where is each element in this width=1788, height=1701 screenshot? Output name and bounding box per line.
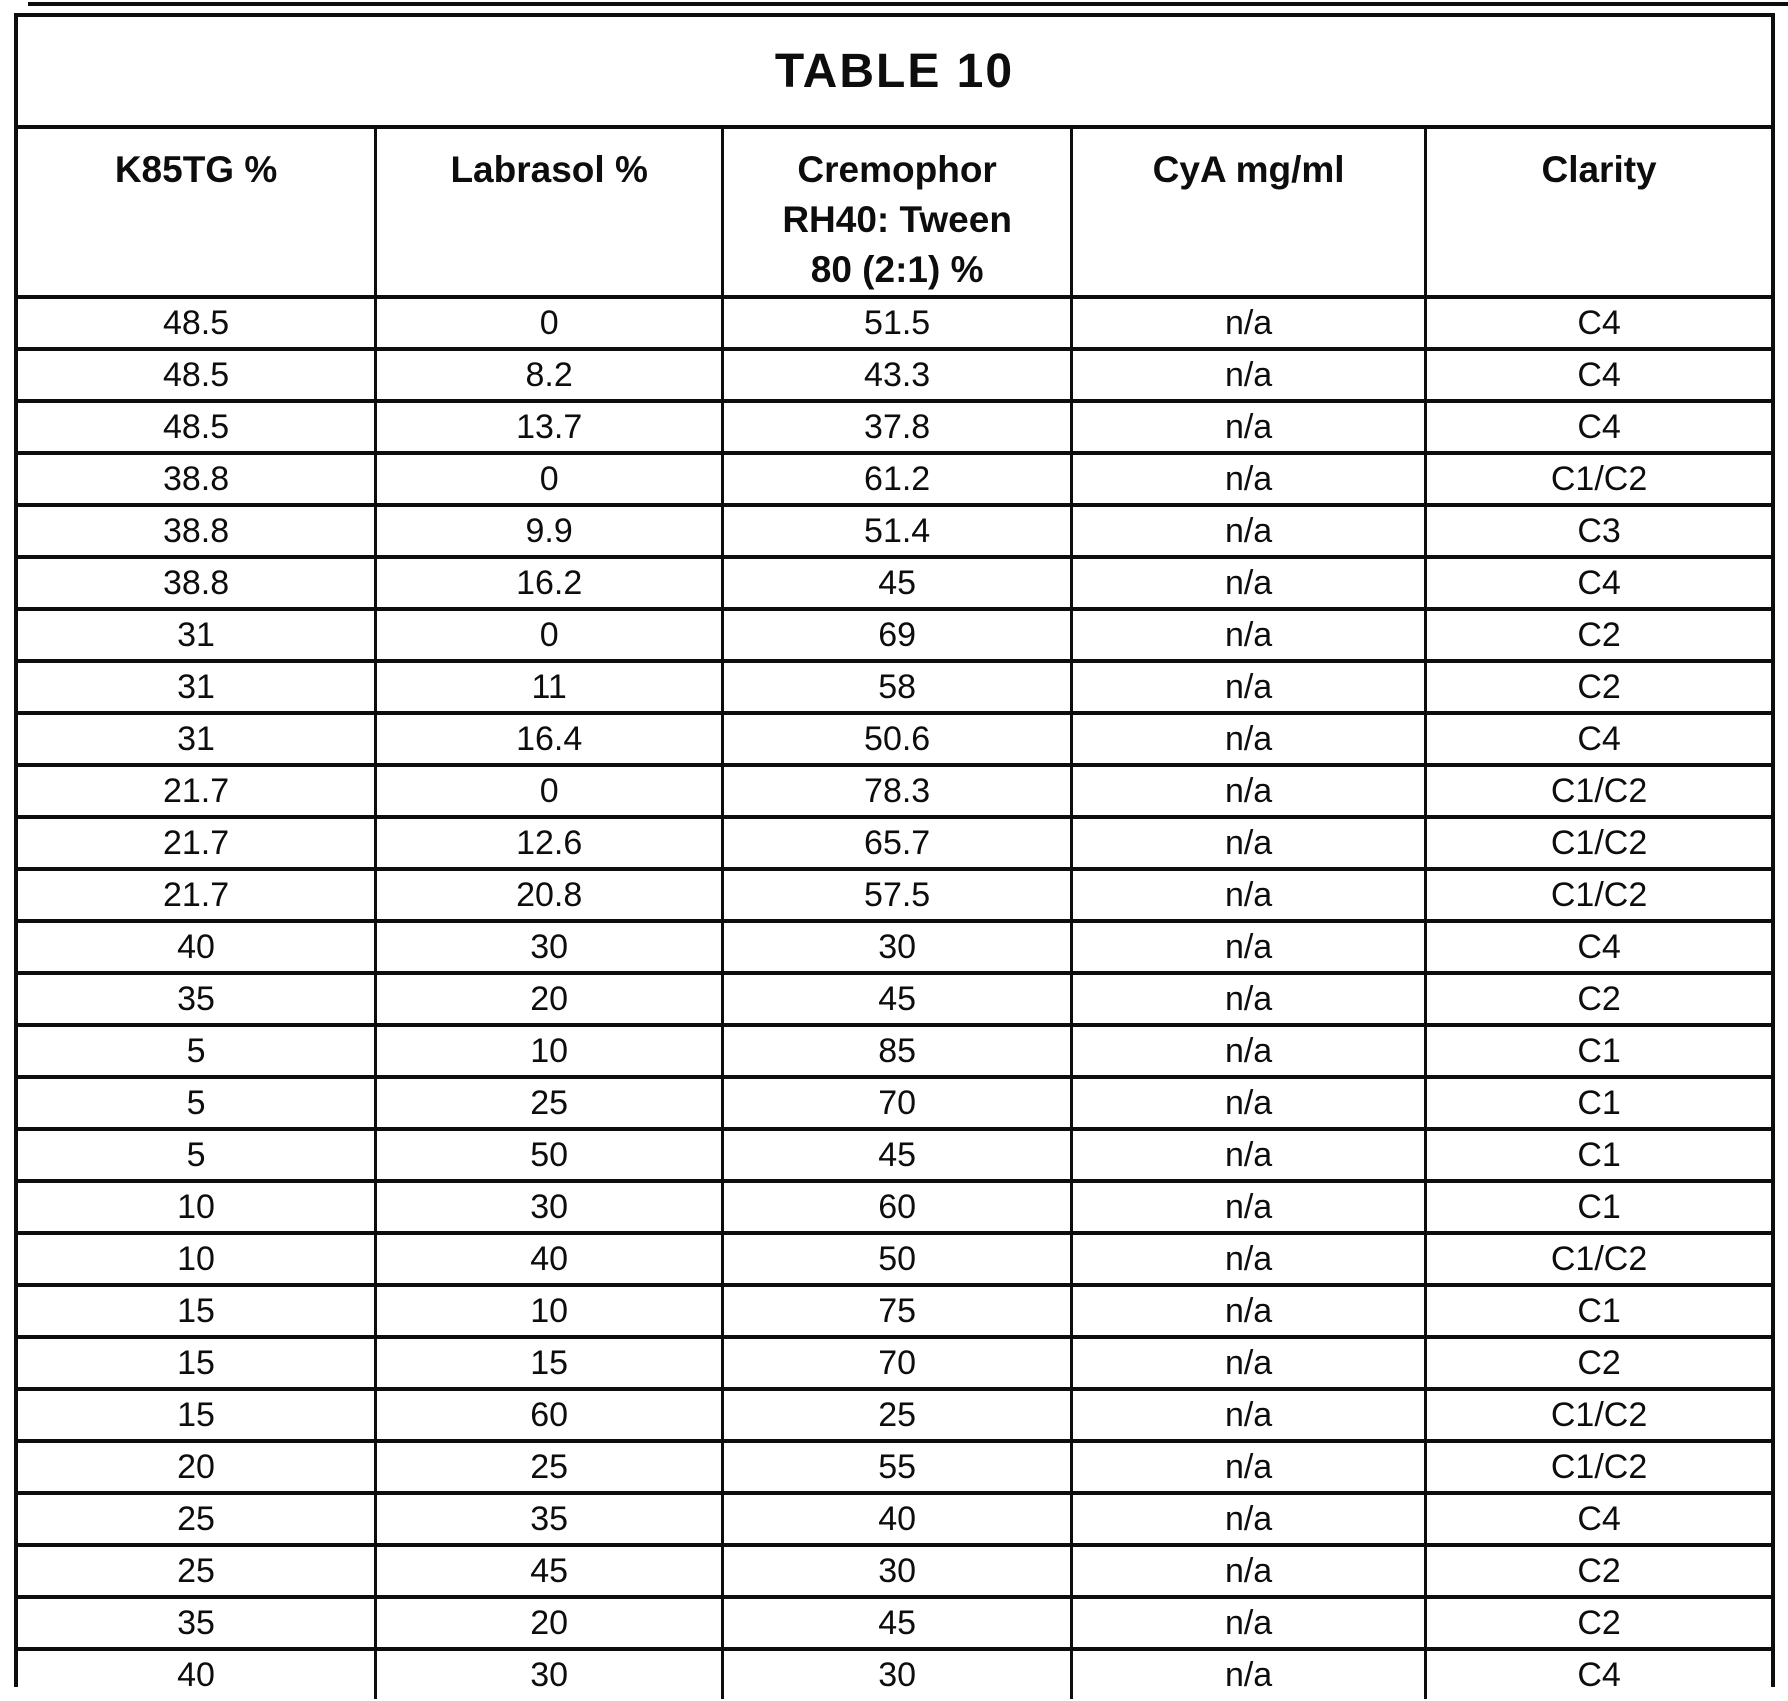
table-cell: n/a: [1072, 921, 1426, 973]
scan-artifact-line: [28, 2, 1788, 6]
table-cell: 40: [376, 1233, 723, 1285]
table-cell: 61.2: [723, 453, 1072, 505]
table-title: TABLE 10: [18, 17, 1771, 129]
table-cell: C4: [1426, 401, 1771, 453]
table-cell: n/a: [1072, 1337, 1426, 1389]
table-cell: 50: [376, 1129, 723, 1181]
table-cell: 0: [376, 765, 723, 817]
table-row: [18, 661, 1771, 713]
table-cell: C1: [1426, 1181, 1771, 1233]
table-cell: n/a: [1072, 1597, 1426, 1649]
table-cell: 40: [723, 1493, 1072, 1545]
table-cell: 0: [376, 609, 723, 661]
table-cell: 30: [723, 921, 1072, 973]
table-cell: 10: [18, 1233, 376, 1285]
table-cell: 38.8: [18, 453, 376, 505]
table-cell: C4: [1426, 297, 1771, 349]
table-row: [18, 1441, 1771, 1493]
table-cell: 35: [376, 1493, 723, 1545]
table-cell: C1/C2: [1426, 1441, 1771, 1493]
header-label: CyA mg/ml: [1152, 149, 1345, 190]
table-cell: 40: [18, 1649, 376, 1699]
table-row: [18, 609, 1771, 661]
table-cell: 50.6: [723, 713, 1072, 765]
table-row: [18, 1181, 1771, 1233]
header-label: Labrasol %: [450, 149, 648, 190]
table-cell: 12.6: [376, 817, 723, 869]
table-cell: C2: [1426, 609, 1771, 661]
table-cell: n/a: [1072, 1129, 1426, 1181]
table-row: [18, 869, 1771, 921]
table-cell: 70: [723, 1337, 1072, 1389]
table-cell: 25: [376, 1077, 723, 1129]
table-cell: C4: [1426, 921, 1771, 973]
table-cell: C2: [1426, 661, 1771, 713]
table-cell: n/a: [1072, 297, 1426, 349]
header-cell-labrasol: [376, 129, 723, 297]
header-label: K85TG %: [114, 149, 278, 190]
table-cell: n/a: [1072, 557, 1426, 609]
table-row: [18, 1233, 1771, 1285]
table-cell: 20: [18, 1441, 376, 1493]
table-cell: 48.5: [18, 401, 376, 453]
table-cell: 37.8: [723, 401, 1072, 453]
table-cell: n/a: [1072, 817, 1426, 869]
table-row: [18, 817, 1771, 869]
table-cell: 38.8: [18, 505, 376, 557]
table-cell: 10: [18, 1181, 376, 1233]
table-cell: 45: [723, 1129, 1072, 1181]
header-cell-k85tg: [18, 129, 376, 297]
table-cell: 40: [18, 921, 376, 973]
header-label: Clarity: [1541, 149, 1657, 190]
table-cell: n/a: [1072, 1545, 1426, 1597]
table-row: [18, 713, 1771, 765]
table-row: [18, 765, 1771, 817]
table-cell: 15: [376, 1337, 723, 1389]
header-row: [18, 129, 1771, 297]
table-cell: C1: [1426, 1285, 1771, 1337]
header-cell-cremophor-tween: [723, 129, 1072, 297]
table-row: [18, 1597, 1771, 1649]
table-cell: C4: [1426, 1649, 1771, 1699]
table-cell: C3: [1426, 505, 1771, 557]
table-cell: 48.5: [18, 297, 376, 349]
table-cell: n/a: [1072, 453, 1426, 505]
table-cell: n/a: [1072, 1181, 1426, 1233]
table-cell: C1: [1426, 1077, 1771, 1129]
table-cell: n/a: [1072, 1493, 1426, 1545]
table-cell: 25: [18, 1545, 376, 1597]
table-row: [18, 557, 1771, 609]
table-cell: 9.9: [376, 505, 723, 557]
table-cell: 20: [376, 1597, 723, 1649]
table-row: [18, 1389, 1771, 1441]
header-label: Cremophor RH40: Tween 80 (2:1) %: [782, 149, 1012, 290]
table-cell: 30: [376, 1649, 723, 1699]
table-cell: 51.5: [723, 297, 1072, 349]
table-cell: C2: [1426, 973, 1771, 1025]
table-cell: n/a: [1072, 973, 1426, 1025]
table-cell: 20: [376, 973, 723, 1025]
table-cell: 21.7: [18, 817, 376, 869]
table-cell: 31: [18, 661, 376, 713]
table-cell: 5: [18, 1129, 376, 1181]
table-cell: n/a: [1072, 869, 1426, 921]
table-cell: 5: [18, 1077, 376, 1129]
table-cell: 25: [18, 1493, 376, 1545]
table-row: [18, 1649, 1771, 1699]
table-cell: n/a: [1072, 1077, 1426, 1129]
table-cell: C2: [1426, 1337, 1771, 1389]
table-cell: n/a: [1072, 349, 1426, 401]
table-row: [18, 297, 1771, 349]
table-cell: 15: [18, 1389, 376, 1441]
table-cell: 13.7: [376, 401, 723, 453]
table-row: [18, 1545, 1771, 1597]
table-cell: 20.8: [376, 869, 723, 921]
table-cell: 0: [376, 453, 723, 505]
table-cell: 16.4: [376, 713, 723, 765]
table-cell: 38.8: [18, 557, 376, 609]
table-cell: C2: [1426, 1545, 1771, 1597]
table-cell: 55: [723, 1441, 1072, 1493]
table-cell: 21.7: [18, 765, 376, 817]
table-cell: 8.2: [376, 349, 723, 401]
table-cell: C4: [1426, 713, 1771, 765]
table-cell: C1/C2: [1426, 1233, 1771, 1285]
table-cell: 51.4: [723, 505, 1072, 557]
table-row: [18, 1025, 1771, 1077]
table-row: [18, 1077, 1771, 1129]
table-cell: 65.7: [723, 817, 1072, 869]
table-cell: C1/C2: [1426, 869, 1771, 921]
table-row: [18, 349, 1771, 401]
table-cell: n/a: [1072, 1649, 1426, 1699]
table-header: [18, 129, 1771, 297]
table-cell: 75: [723, 1285, 1072, 1337]
table-cell: 16.2: [376, 557, 723, 609]
table-cell: n/a: [1072, 505, 1426, 557]
table-cell: C1/C2: [1426, 1389, 1771, 1441]
table-cell: 60: [723, 1181, 1072, 1233]
table-cell: 85: [723, 1025, 1072, 1077]
table-body: [18, 297, 1771, 1699]
table-cell: n/a: [1072, 1389, 1426, 1441]
table-row: [18, 505, 1771, 557]
table-cell: n/a: [1072, 661, 1426, 713]
table-cell: C1/C2: [1426, 453, 1771, 505]
table-cell: 30: [723, 1545, 1072, 1597]
table-cell: 45: [723, 557, 1072, 609]
table-cell: 30: [376, 921, 723, 973]
table-cell: 45: [376, 1545, 723, 1597]
table-cell: 25: [723, 1389, 1072, 1441]
table-cell: C4: [1426, 1493, 1771, 1545]
table-cell: 15: [18, 1285, 376, 1337]
table-row: [18, 401, 1771, 453]
table-cell: 5: [18, 1025, 376, 1077]
table-row: [18, 1129, 1771, 1181]
table-cell: C4: [1426, 349, 1771, 401]
table-cell: 35: [18, 973, 376, 1025]
table-cell: 35: [18, 1597, 376, 1649]
table-10: [18, 129, 1771, 1699]
table-cell: n/a: [1072, 1025, 1426, 1077]
table-cell: 50: [723, 1233, 1072, 1285]
table-cell: 10: [376, 1285, 723, 1337]
table-cell: n/a: [1072, 1285, 1426, 1337]
table-cell: 0: [376, 297, 723, 349]
table-cell: n/a: [1072, 713, 1426, 765]
table-cell: n/a: [1072, 401, 1426, 453]
header-cell-clarity: [1426, 129, 1771, 297]
table-cell: 25: [376, 1441, 723, 1493]
table-cell: C1/C2: [1426, 765, 1771, 817]
table-cell: 31: [18, 609, 376, 661]
table-cell: 30: [723, 1649, 1072, 1699]
table-cell: 58: [723, 661, 1072, 713]
table-cell: n/a: [1072, 1441, 1426, 1493]
table-cell: 45: [723, 1597, 1072, 1649]
table-cell: 10: [376, 1025, 723, 1077]
table-cell: 48.5: [18, 349, 376, 401]
table-row: [18, 1493, 1771, 1545]
table-cell: 11: [376, 661, 723, 713]
table-row: [18, 453, 1771, 505]
table-cell: 69: [723, 609, 1072, 661]
table-row: [18, 921, 1771, 973]
table-cell: C1/C2: [1426, 817, 1771, 869]
table-cell: C2: [1426, 1597, 1771, 1649]
table-cell: 30: [376, 1181, 723, 1233]
table-cell: 21.7: [18, 869, 376, 921]
table-row: [18, 973, 1771, 1025]
table-cell: C1: [1426, 1025, 1771, 1077]
table-cell: C1: [1426, 1129, 1771, 1181]
table-cell: n/a: [1072, 609, 1426, 661]
table-cell: n/a: [1072, 1233, 1426, 1285]
table-row: [18, 1337, 1771, 1389]
table-cell: C4: [1426, 557, 1771, 609]
header-cell-cya-mgml: [1072, 129, 1426, 297]
table-cell: 45: [723, 973, 1072, 1025]
table-row: [18, 1285, 1771, 1337]
table-cell: 43.3: [723, 349, 1072, 401]
table-cell: n/a: [1072, 765, 1426, 817]
table-cell: 57.5: [723, 869, 1072, 921]
table-frame: [14, 13, 1775, 1694]
table-cell: 78.3: [723, 765, 1072, 817]
table-cell: 60: [376, 1389, 723, 1441]
table-cell: 15: [18, 1337, 376, 1389]
table-cell: 70: [723, 1077, 1072, 1129]
table-cell: 31: [18, 713, 376, 765]
